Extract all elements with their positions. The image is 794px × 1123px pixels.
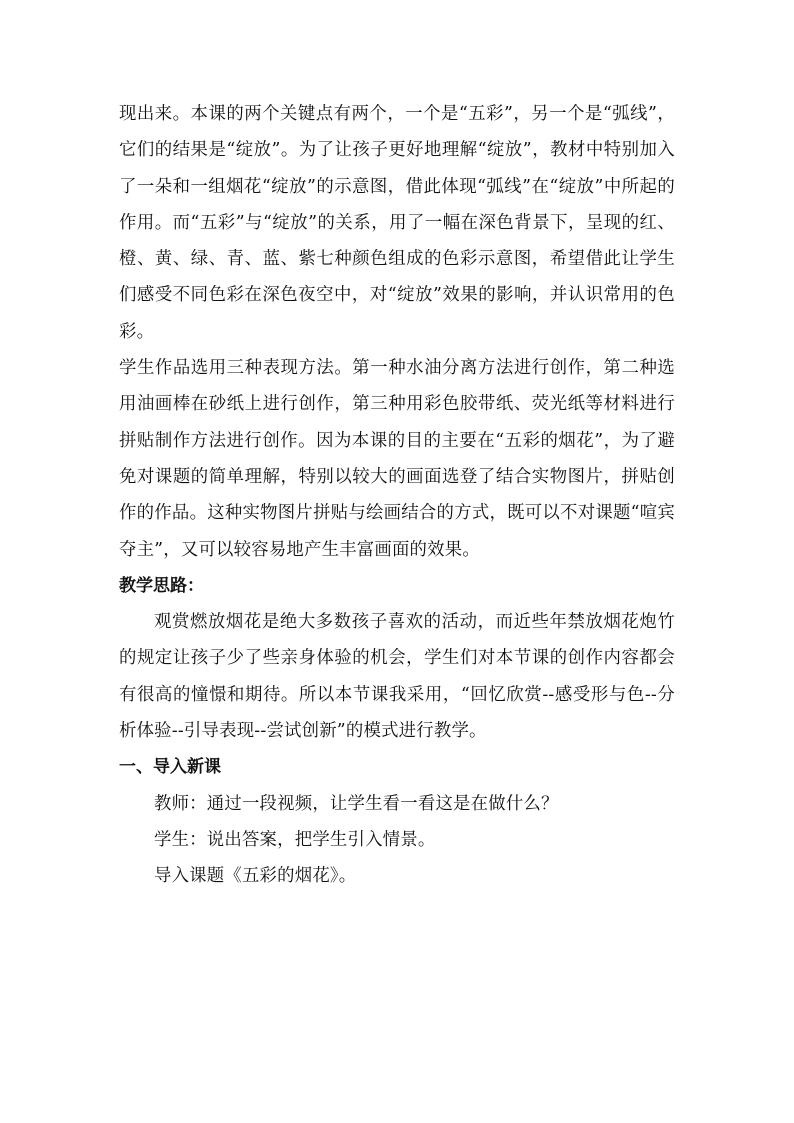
paragraph-teacher-step: 教师：通过一段视频，让学生看一看这是在做什么？: [154, 793, 559, 814]
paragraph-intro-continuation: 现出来。本课的两个关键点有两个，一个是“五彩”，另一个是“弧线”，它们的结果是“绽放”。为了让孩子更好地理解“绽放”，教材中特别加入了一朵和一组烟花“绽放”的示意图，借此体现“弧线”在“绽放”中所起的作用。而“五彩”与“绽放”的关系，用了一幅在深色背景下，呈现的红、橙、黄、绿、青、蓝、紫七种颜色组成的色彩示意图，希望借此让学生们感受不同色彩在深色夜空中，对“绽放”效果的影响，并认识常用的色彩。: [119, 104, 675, 342]
paragraph-student-step: 学生：说出答案，把学生引入情景。: [154, 829, 436, 850]
paragraph-student-works: 学生作品选用三种表现方法。第一种水油分离方法进行创作，第二种选用油画棒在砂纸上进行创作，第三种用彩色胶带纸、荧光纸等材料进行拼贴制作方法进行创作。因为本课的目的主要在“五彩的烟花”，为了避免对课题的简单理解，特别以较大的画面选登了结合实物图片，拼贴创作的作品。这种实物图片拼贴与绘画结合的方式，既可以不对课题“喧宾夺主”，又可以较容易地产生丰富画面的效果。: [119, 358, 675, 560]
heading-introduce-lesson: 一、导入新课: [119, 757, 221, 778]
document-body: [119, 96, 675, 895]
heading-teaching-approach: 教学思路：: [119, 575, 204, 596]
paragraph-lesson-title: 导入课题《五彩的烟花》。: [154, 866, 357, 887]
paragraph-teaching-approach: 观赏燃放烟花是绝大多数孩子喜欢的活动，而近些年禁放烟花炮竹的规定让孩子少了些亲身体验的机会，学生们对本节课的创作内容都会有很高的憧憬和期待。所以本节课我采用，“回忆欣赏--感受形与色--分析体验--引导表现--尝试创新”的模式进行教学。: [119, 612, 675, 742]
